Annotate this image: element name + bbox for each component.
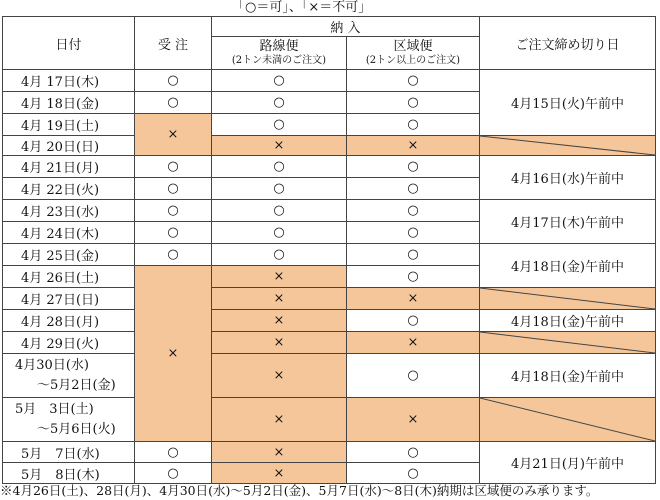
date-cell: 4月 20日(日) bbox=[3, 136, 135, 156]
order-cell: ○ bbox=[135, 200, 212, 222]
zone-cell: × bbox=[347, 398, 480, 442]
order-cell: ○ bbox=[135, 70, 212, 92]
route-cell: ○ bbox=[212, 222, 347, 244]
table-row bbox=[3, 310, 656, 332]
route-cell: × bbox=[212, 398, 347, 442]
route-cell: × bbox=[212, 354, 347, 398]
deadline-cell: 4月17日(木)午前中 bbox=[480, 200, 656, 244]
route-cell: ○ bbox=[212, 200, 347, 222]
date-cell: 5月 7日(水) bbox=[3, 442, 135, 463]
deadline-blank-cell bbox=[480, 288, 656, 310]
table-row bbox=[3, 200, 656, 222]
header-route bbox=[212, 37, 347, 70]
header-order: 受 注 bbox=[135, 17, 212, 70]
zone-cell: ○ bbox=[347, 442, 480, 463]
zone-cell: ○ bbox=[347, 266, 480, 288]
deadline-cell: 4月21日(月)午前中 bbox=[480, 442, 656, 484]
order-cell: × bbox=[135, 114, 212, 156]
zone-cell: × bbox=[347, 288, 480, 310]
route-cell: ○ bbox=[212, 178, 347, 200]
diagonal-line bbox=[480, 136, 655, 155]
deadline-blank-cell bbox=[480, 398, 656, 442]
zone-cell: ○ bbox=[347, 70, 480, 92]
order-cell: ○ bbox=[135, 463, 212, 484]
zone-cell: ○ bbox=[347, 244, 480, 266]
route-cell: × bbox=[212, 136, 347, 156]
table-row bbox=[3, 332, 656, 354]
zone-cell: × bbox=[347, 136, 480, 156]
zone-cell: ○ bbox=[347, 222, 480, 244]
date-cell: 4月 25日(金) bbox=[3, 244, 135, 266]
order-cell: ○ bbox=[135, 92, 212, 114]
delivery-schedule-table bbox=[2, 16, 656, 484]
date-cell: 4月 29日(火) bbox=[3, 332, 135, 354]
header-zone bbox=[347, 37, 480, 70]
route-cell: × bbox=[212, 463, 347, 484]
date-cell: 4月 22日(火) bbox=[3, 178, 135, 200]
date-cell: 4月 27日(日) bbox=[3, 288, 135, 310]
date-cell: 4月 21日(月) bbox=[3, 156, 135, 178]
table-row bbox=[3, 442, 656, 463]
date-cell: 4月 17日(木) bbox=[3, 70, 135, 92]
order-cell: ○ bbox=[135, 156, 212, 178]
route-cell: × bbox=[212, 266, 347, 288]
route-cell: ○ bbox=[212, 156, 347, 178]
diagonal-line bbox=[480, 398, 655, 441]
date-cell: 4月 26日(土) bbox=[3, 266, 135, 288]
route-cell: ○ bbox=[212, 70, 347, 92]
zone-cell: ○ bbox=[347, 354, 480, 398]
table-row bbox=[3, 156, 656, 178]
zone-cell: ○ bbox=[347, 200, 480, 222]
zone-cell: ○ bbox=[347, 92, 480, 114]
deadline-blank-cell bbox=[480, 136, 656, 156]
table-row bbox=[3, 398, 656, 442]
table-row bbox=[3, 136, 656, 156]
order-cell: ○ bbox=[135, 178, 212, 200]
route-cell: × bbox=[212, 310, 347, 332]
diagonal-line bbox=[480, 288, 655, 309]
header-deadline: ご注文締め切り日 bbox=[480, 17, 656, 70]
deadline-cell: 4月15日(火)午前中 bbox=[480, 70, 656, 136]
zone-cell: ○ bbox=[347, 178, 480, 200]
footnote: ※4月26日(土)、28日(月)、4月30日(水)～5月2日(金)、5月7日(水)～8日(木)納期は区域便のみ承ります。 bbox=[0, 483, 599, 498]
date-range-end: ～5月2日(金) bbox=[37, 377, 116, 393]
date-range-start: 5月 3日(土) bbox=[15, 401, 94, 417]
zone-cell: ○ bbox=[347, 310, 480, 332]
route-cell: ○ bbox=[212, 92, 347, 114]
legend: 「○＝可」、「×＝不可」 bbox=[232, 0, 372, 15]
deadline-cell: 4月18日(金)午前中 bbox=[480, 354, 656, 398]
date-cell: 4月 19日(土) bbox=[3, 114, 135, 136]
table-row bbox=[3, 354, 656, 398]
header-route-sub: (2トン未満のご注文) bbox=[231, 55, 327, 66]
date-cell: 4月 24日(木) bbox=[3, 222, 135, 244]
zone-cell: ○ bbox=[347, 156, 480, 178]
date-cell: 4月 23日(水) bbox=[3, 200, 135, 222]
zone-cell: ○ bbox=[347, 114, 480, 136]
table-row bbox=[3, 70, 656, 92]
header-zone-sub: (2トン以上のご注文) bbox=[365, 55, 461, 66]
deadline-cell: 4月18日(金)午前中 bbox=[480, 310, 656, 332]
route-cell: ○ bbox=[212, 114, 347, 136]
diagonal-line bbox=[480, 332, 655, 353]
order-cell: × bbox=[135, 266, 212, 442]
route-cell: × bbox=[212, 442, 347, 463]
date-cell: 5月 8日(木) bbox=[3, 463, 135, 484]
date-range-end: ～5月6日(火) bbox=[37, 421, 116, 437]
date-cell: 4月 18日(金) bbox=[3, 92, 135, 114]
route-cell: × bbox=[212, 332, 347, 354]
deadline-cell: 4月16日(水)午前中 bbox=[480, 156, 656, 200]
order-cell: ○ bbox=[135, 222, 212, 244]
date-range-cell bbox=[3, 354, 135, 398]
zone-cell: ○ bbox=[347, 463, 480, 484]
date-cell: 4月 28日(月) bbox=[3, 310, 135, 332]
order-cell: ○ bbox=[135, 442, 212, 463]
zone-cell: × bbox=[347, 332, 480, 354]
header-zone-label: 区域便 bbox=[393, 39, 433, 54]
header-date: 日付 bbox=[3, 17, 135, 70]
date-range-start: 4月30日(水) bbox=[15, 357, 89, 373]
route-cell: ○ bbox=[212, 244, 347, 266]
deadline-blank-cell bbox=[480, 332, 656, 354]
header-route-label: 路線便 bbox=[259, 39, 299, 54]
header-delivery: 納 入 bbox=[212, 17, 480, 37]
date-range-cell bbox=[3, 398, 135, 442]
deadline-cell: 4月18日(金)午前中 bbox=[480, 244, 656, 288]
route-cell: × bbox=[212, 288, 347, 310]
table-row bbox=[3, 288, 656, 310]
order-cell: ○ bbox=[135, 244, 212, 266]
table-row bbox=[3, 244, 656, 266]
